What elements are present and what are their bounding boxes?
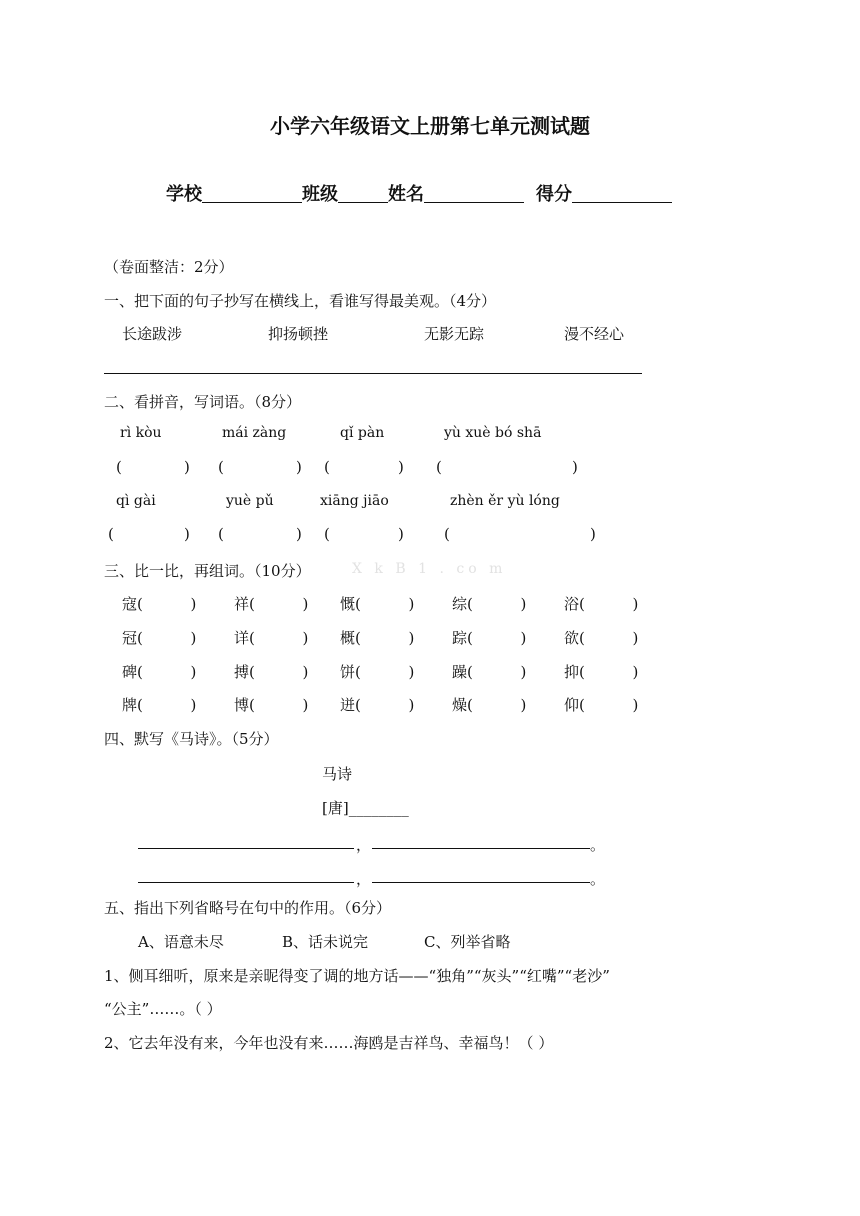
compare-cell [340, 694, 414, 715]
answer-paren-open: ( [324, 525, 330, 543]
compare-character: 躁 [452, 663, 468, 681]
poem-line-blank[interactable] [138, 848, 354, 849]
answer-paren-open: ( [444, 525, 450, 543]
pinyin: zhèn ěr yù lóng [450, 493, 560, 509]
compare-character: 迸 [340, 696, 356, 714]
word-answer-blank[interactable]: ( ) [249, 595, 309, 613]
compare-character: 浴 [564, 595, 580, 613]
pinyin: xiāng jiāo [320, 493, 389, 509]
answer-paren-open: ( [218, 525, 224, 543]
compare-character: 燥 [452, 696, 468, 714]
word-answer-blank[interactable]: ( ) [355, 629, 415, 647]
compare-character: 祥 [234, 595, 250, 613]
class-label: 班级 [302, 184, 338, 205]
compare-cell [234, 593, 308, 614]
q1-word: 漫不经心 [564, 325, 625, 343]
word-answer-blank[interactable]: ( ) [355, 696, 415, 714]
poem-line-blank[interactable] [372, 882, 590, 883]
compare-cell [122, 593, 196, 614]
word-answer-blank[interactable]: ( ) [467, 696, 527, 714]
compare-character: 概 [340, 629, 356, 647]
compare-character: 欲 [564, 629, 580, 647]
name-field[interactable] [424, 201, 524, 203]
compare-character: 牌 [122, 696, 138, 714]
poem-line-blank[interactable] [372, 848, 590, 849]
pinyin: yù xuè bó shā [444, 425, 542, 441]
word-answer-blank[interactable]: ( ) [467, 663, 527, 681]
period: 。 [590, 836, 606, 854]
answer-paren-open: ( [116, 458, 122, 476]
answer-paren-close: ) [572, 458, 578, 476]
compare-character: 抑 [564, 663, 580, 681]
compare-character: 综 [452, 595, 468, 613]
word-answer-blank[interactable]: ( ) [137, 629, 197, 647]
word-answer-blank[interactable]: ( ) [137, 663, 197, 681]
neatness-note: （卷面整洁：2分） [104, 258, 234, 276]
compare-character: 冠 [122, 629, 138, 647]
compare-cell [564, 593, 638, 614]
q5-item-1: 1、侧耳细听，原来是亲昵得变了调的地方话——“独角”“灰头”“红嘴”“老沙” [104, 967, 610, 985]
compare-character: 碑 [122, 663, 138, 681]
q2-heading: 二、看拼音，写词语。（8分） [104, 393, 302, 411]
word-answer-blank[interactable]: ( ) [579, 696, 639, 714]
answer-paren-close: ) [398, 458, 404, 476]
q4-heading: 四、默写《马诗》。（5分） [104, 730, 279, 748]
compare-cell [122, 694, 196, 715]
word-answer-blank[interactable]: ( ) [249, 696, 309, 714]
q1-writing-line[interactable] [104, 373, 642, 374]
compare-character: 寇 [122, 595, 138, 613]
compare-cell [564, 627, 638, 648]
word-answer-blank[interactable]: ( ) [249, 629, 309, 647]
poem-title: 马诗 [322, 765, 353, 783]
word-answer-blank[interactable]: ( ) [467, 595, 527, 613]
pinyin: qì gài [116, 493, 156, 509]
compare-cell [234, 627, 308, 648]
compare-character: 搏 [234, 663, 250, 681]
q3-heading: 三、比一比，再组词。（10分） [104, 562, 311, 580]
student-info-row [166, 180, 672, 206]
q1-word: 抑扬顿挫 [268, 325, 329, 343]
comma: ， [356, 836, 372, 854]
class-field[interactable] [338, 201, 388, 203]
q1-word: 无影无踪 [424, 325, 485, 343]
compare-cell [122, 627, 196, 648]
q1-word: 长途跋涉 [122, 325, 183, 343]
compare-character: 踪 [452, 629, 468, 647]
compare-cell [234, 661, 308, 682]
word-answer-blank[interactable]: ( ) [355, 595, 415, 613]
compare-cell [340, 593, 414, 614]
compare-cell [452, 661, 526, 682]
comma: ， [356, 870, 372, 888]
answer-paren-close: ) [296, 525, 302, 543]
poem-line-blank[interactable] [138, 882, 354, 883]
word-answer-blank[interactable]: ( ) [467, 629, 527, 647]
compare-cell [122, 661, 196, 682]
pinyin: mái zàng [222, 425, 287, 441]
compare-cell [340, 627, 414, 648]
word-answer-blank[interactable]: ( ) [579, 595, 639, 613]
q5-item-1-continued: “公主”……。（ ） [104, 1000, 222, 1018]
compare-cell [234, 694, 308, 715]
school-field[interactable] [202, 201, 302, 203]
pinyin: qǐ pàn [340, 425, 385, 441]
option-a: A、语意未尽 [138, 933, 224, 951]
answer-paren-open: ( [324, 458, 330, 476]
compare-cell [340, 661, 414, 682]
poem-author-line: [唐]________ [322, 799, 409, 817]
compare-cell [452, 593, 526, 614]
answer-paren-close: ) [296, 458, 302, 476]
compare-cell [564, 661, 638, 682]
answer-paren-close: ) [398, 525, 404, 543]
compare-character: 饼 [340, 663, 356, 681]
word-answer-blank[interactable]: ( ) [355, 663, 415, 681]
pinyin: yuè pǔ [226, 493, 274, 509]
compare-character: 详 [234, 629, 250, 647]
compare-cell [452, 627, 526, 648]
q1-heading: 一、把下面的句子抄写在横线上，看谁写得最美观。（4分） [104, 292, 497, 310]
answer-paren-close: ) [184, 458, 190, 476]
score-label: 得分 [536, 184, 572, 205]
compare-character: 慨 [340, 595, 356, 613]
word-answer-blank[interactable]: ( ) [137, 696, 197, 714]
compare-cell [564, 694, 638, 715]
answer-paren-open: ( [108, 525, 114, 543]
word-answer-blank[interactable]: ( ) [579, 663, 639, 681]
answer-paren-close: ) [184, 525, 190, 543]
word-answer-blank[interactable]: ( ) [137, 595, 197, 613]
name-label: 姓名 [388, 184, 424, 205]
page-title: 小学六年级语文上册第七单元测试题 [270, 114, 590, 138]
compare-character: 博 [234, 696, 250, 714]
answer-paren-open: ( [436, 458, 442, 476]
compare-character: 仰 [564, 696, 580, 714]
answer-paren-close: ) [590, 525, 596, 543]
option-c: C、列举省略 [424, 933, 511, 951]
word-answer-blank[interactable]: ( ) [579, 629, 639, 647]
q5-heading: 五、指出下列省略号在句中的作用。（6分） [104, 899, 392, 917]
school-label: 学校 [166, 184, 202, 205]
period: 。 [590, 870, 606, 888]
pinyin: rì kòu [120, 425, 162, 441]
compare-cell [452, 694, 526, 715]
answer-paren-open: ( [218, 458, 224, 476]
watermark-text: X k B 1 . co m [352, 561, 507, 577]
word-answer-blank[interactable]: ( ) [249, 663, 309, 681]
option-b: B、话未说完 [282, 933, 369, 951]
score-field[interactable] [572, 201, 672, 203]
q5-item-2: 2、它去年没有来，今年也没有来……海鸥是吉祥鸟、幸福鸟！（ ） [104, 1034, 554, 1052]
